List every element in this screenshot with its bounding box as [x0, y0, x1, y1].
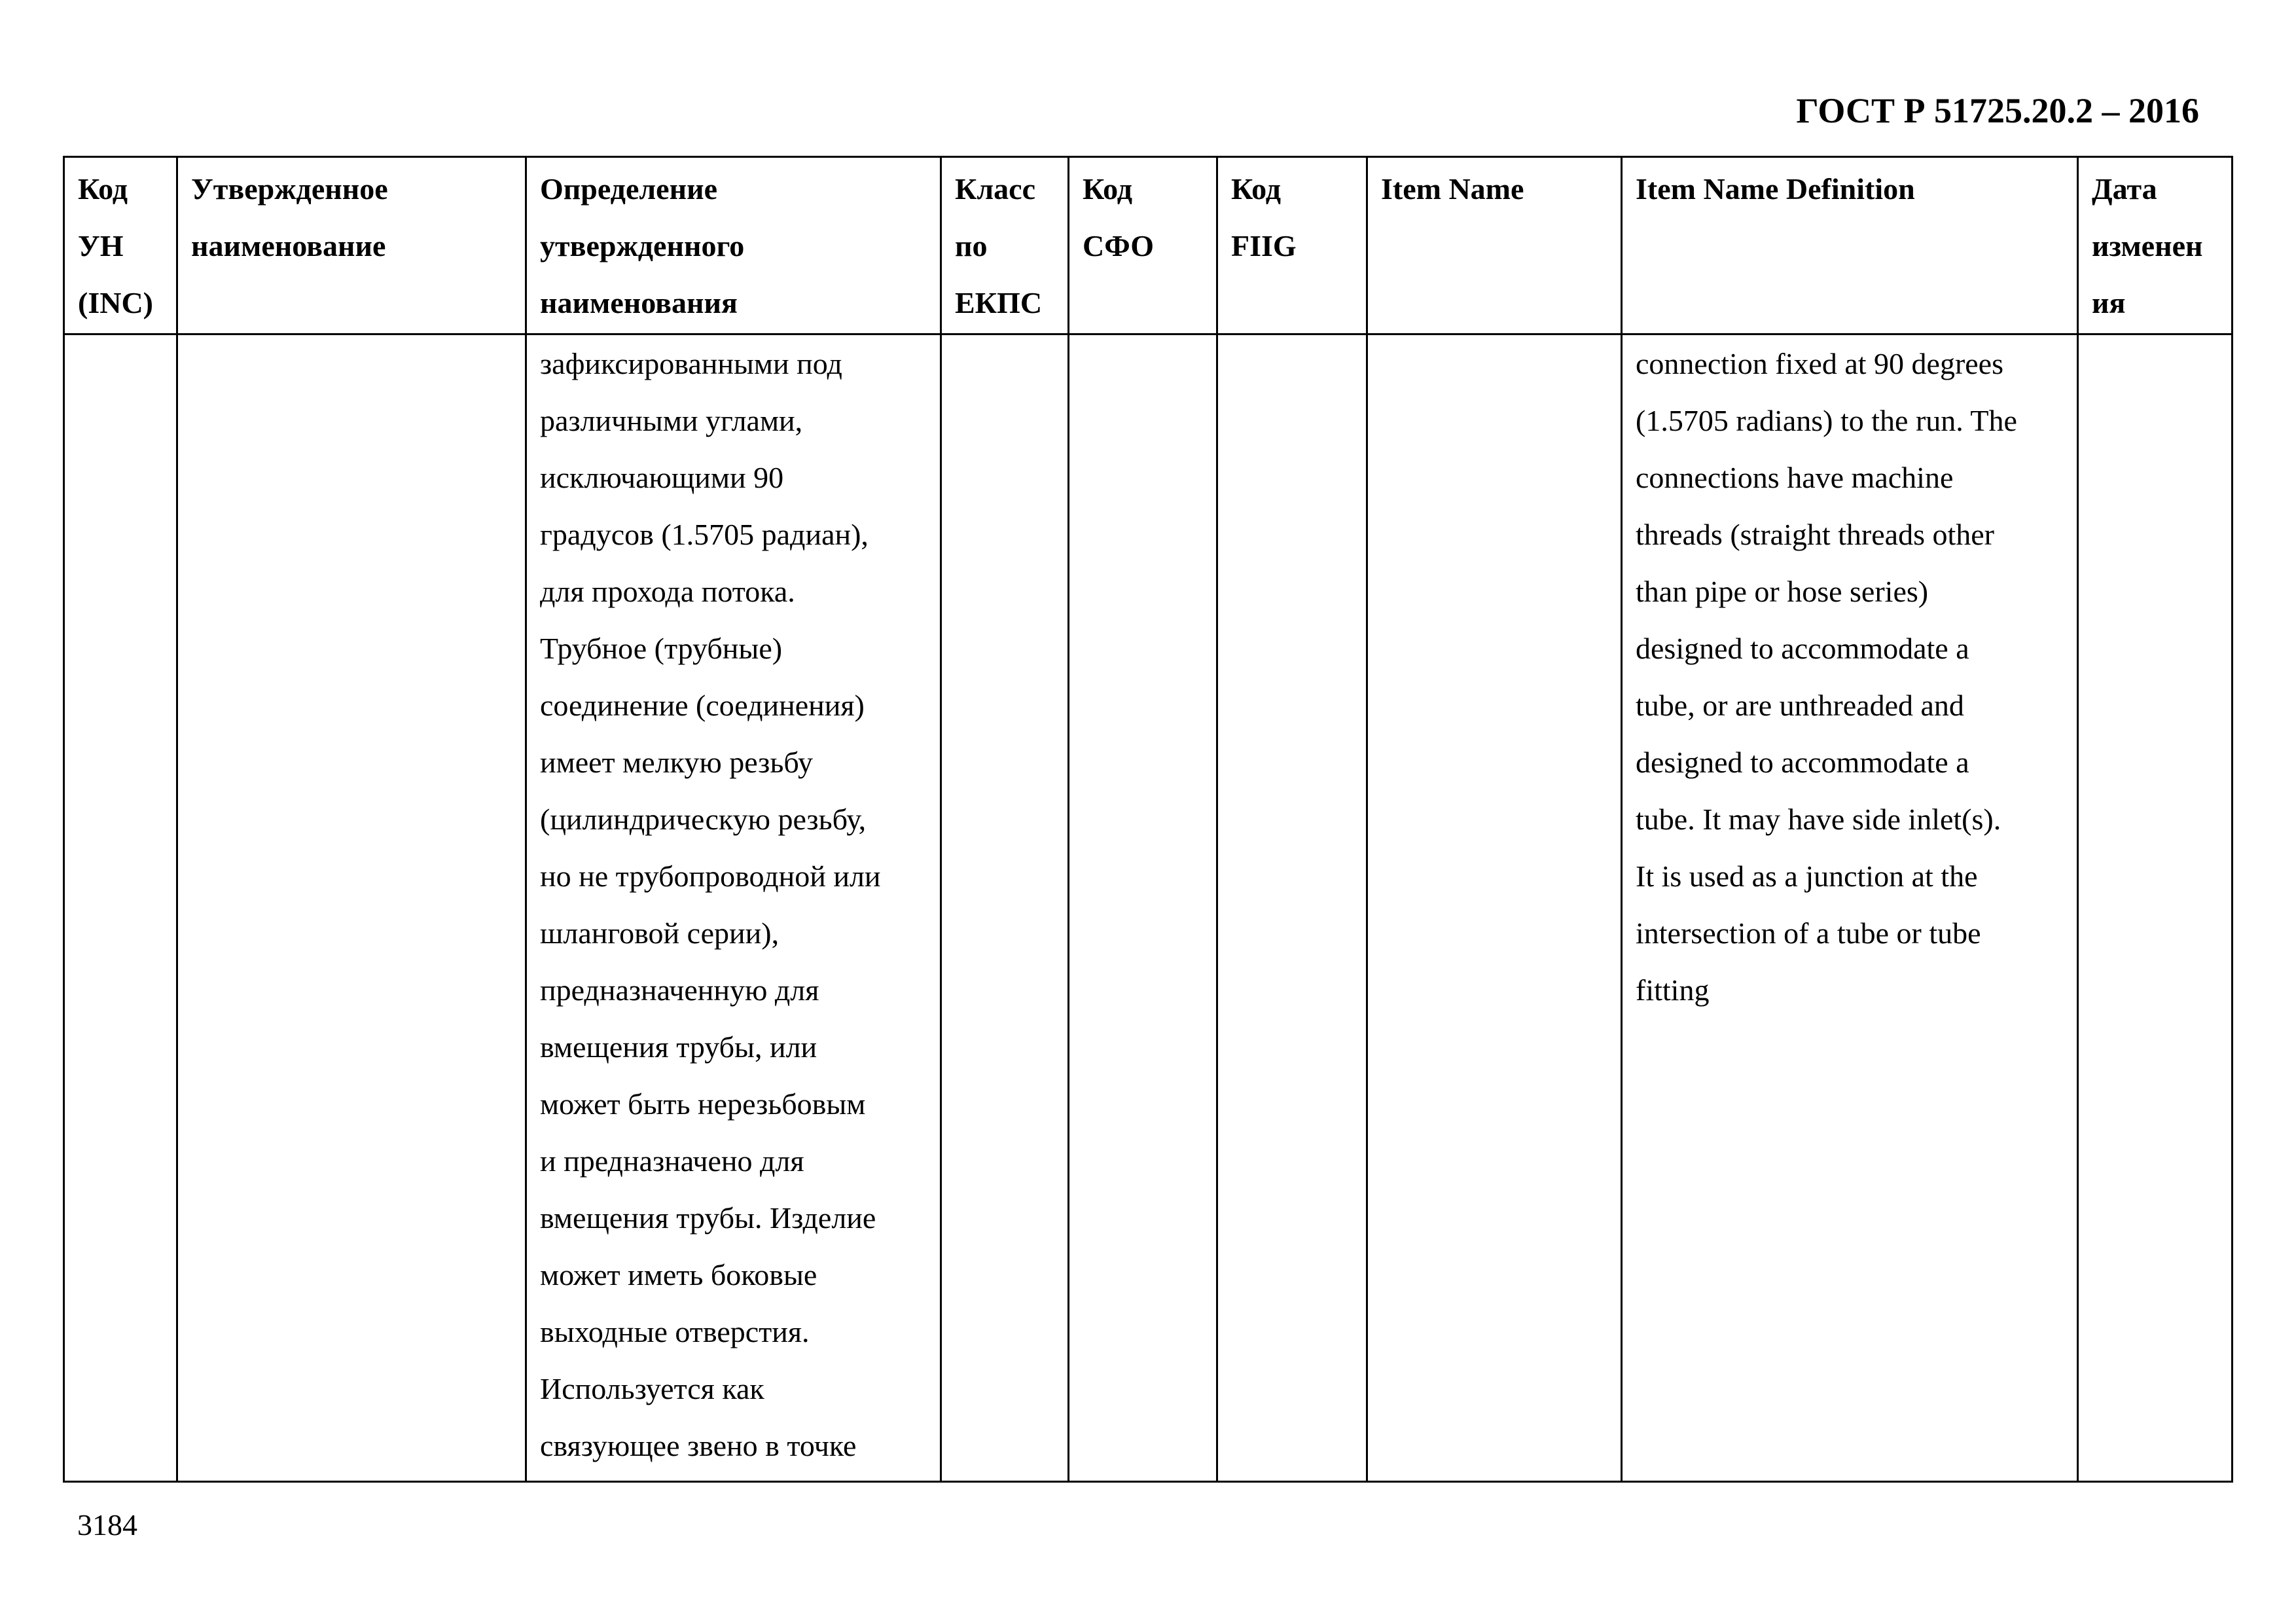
column-header-ekps-class: Класс по ЕКПС — [941, 157, 1069, 334]
cell-inc-code — [64, 334, 177, 1482]
column-header-approved-name: Утвержденное наименование — [177, 157, 526, 334]
cell-item-name — [1367, 334, 1622, 1482]
column-header-name-definition-ru: Определение утвержденного наименования — [526, 157, 941, 334]
cell-fiig-code — [1217, 334, 1367, 1482]
page-number: 3184 — [77, 1508, 137, 1542]
table-row — [64, 334, 2233, 1482]
column-header-sfo-code: Код СФО — [1069, 157, 1217, 334]
document-standard-title: ГОСТ Р 51725.20.2 – 2016 — [1796, 91, 2199, 130]
cell-ekps-class — [941, 334, 1069, 1482]
cell-sfo-code — [1069, 334, 1217, 1482]
column-header-change-date: Дата изменен ия — [2078, 157, 2233, 334]
cell-change-date — [2078, 334, 2233, 1482]
item-names-table — [63, 156, 2233, 1483]
column-header-inc-code: Код УН (INC) — [64, 157, 177, 334]
cell-approved-name — [177, 334, 526, 1482]
column-header-fiig-code: Код FIIG — [1217, 157, 1367, 334]
column-header-item-name: Item Name — [1367, 157, 1622, 334]
cell-definition-ru: зафиксированными под различными углами, исключающими 90 градусов (1.5705 радиан), для прохода потока. Трубное (трубные) соединение (соединения) имеет мелкую резьбу (цилиндрическую резьбу, но не трубопроводной или шланговой серии), предназначенную для вмещения трубы, или может быть нерезьбовым и предназначено для вмещения трубы. Изделие может иметь боковые выходные отверстия. Используется как связующее звено в точке — [526, 334, 941, 1482]
cell-item-name-definition: connection fixed at 90 degrees (1.5705 radians) to the run. The connections have machine threads (straight threads other than pipe or hose series) designed to accommodate a tube, or are unthreaded and designed to accommodate a tube. It may have side inlet(s). It is used as a junction at the intersection of a tube or tube fitting — [1622, 334, 2078, 1482]
table-header-row — [64, 157, 2233, 334]
column-header-item-name-definition: Item Name Definition — [1622, 157, 2078, 334]
